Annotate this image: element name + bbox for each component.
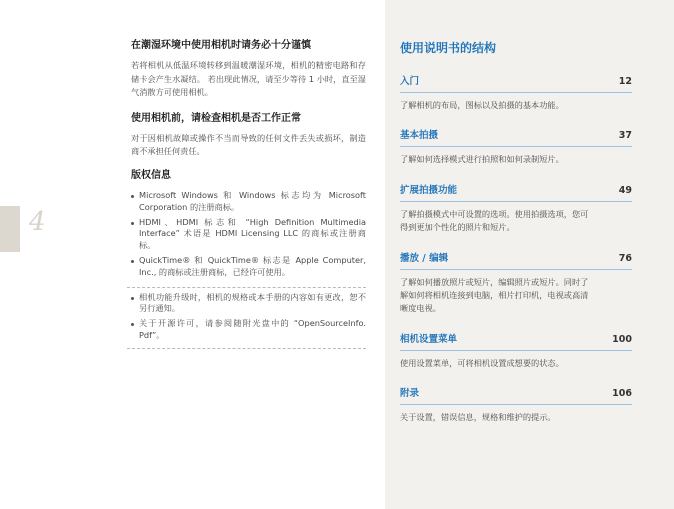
section-text-humidity: 若将相机从低温环境转移到温暖潮湿环境，相机的精密电路和存储卡会产生水凝结。 若出现此情况，请至少等待 1 小时，直至湿气消散方可使用相机。 xyxy=(131,60,366,98)
copyright-list xyxy=(131,190,366,279)
toc-item-desc: 了解拍摄模式中可设置的选项。使用拍摄选项，您可得到更加个性化的照片和短片。 xyxy=(400,208,589,233)
toc-item-desc: 了解相机的布局，图标以及拍摄的基本功能。 xyxy=(400,100,564,110)
toc-item-label[interactable]: 扩展拍摄功能 xyxy=(400,184,458,196)
toc-item[interactable] xyxy=(400,331,632,370)
list-item: HDMI、HDMI 标志和 “High Definition Multimedia Interface” 术语是 HDMI Licensing LLC 的商标或注册商标。 xyxy=(131,217,366,252)
left-column xyxy=(131,39,366,349)
list-item: Microsoft Windows 和 Windows 标志均为 Microsoft Corporation 的注册商标。 xyxy=(131,190,366,214)
toc-item-label[interactable]: 附录 xyxy=(400,388,420,400)
toc-item-desc: 使用设置菜单，可将相机设置成想要的状态。 xyxy=(400,357,564,368)
toc-item-header xyxy=(400,331,632,351)
toc-list xyxy=(400,73,632,440)
toc-item-header xyxy=(400,250,632,270)
toc-item-page: 100 xyxy=(612,333,632,345)
toc-item-header xyxy=(400,182,632,202)
list-item: 相机功能升级时，相机的规格或本手册的内容如有更改，恕不另行通知。 xyxy=(131,292,366,316)
toc-item-desc: 关于设置，错误信息，规格和维护的提示。 xyxy=(400,412,556,423)
toc-item-label[interactable]: 相机设置菜单 xyxy=(400,333,458,345)
toc-item-label[interactable]: 基本拍摄 xyxy=(400,130,439,142)
toc-item-page: 37 xyxy=(618,130,632,142)
toc-item-page: 76 xyxy=(618,252,632,264)
page-side-tab xyxy=(0,206,20,252)
notes-list xyxy=(131,292,366,342)
toc-item[interactable] xyxy=(400,182,632,235)
toc-item[interactable] xyxy=(400,73,632,112)
toc-item[interactable] xyxy=(400,127,632,166)
section-title-humidity: 在潮湿环境中使用相机时请务必十分谨慎 xyxy=(131,40,311,51)
toc-item-page: 49 xyxy=(618,184,632,196)
toc-item-label[interactable]: 播放 / 编辑 xyxy=(400,252,449,264)
toc-item[interactable] xyxy=(400,385,632,424)
toc-item-label[interactable]: 入门 xyxy=(400,76,420,87)
toc-item-header xyxy=(400,73,632,93)
toc-item[interactable] xyxy=(400,250,632,316)
section-title-copyright: 版权信息 xyxy=(131,169,171,181)
section-text-check: 对于因相机故障或操作不当而导致的任何文件丢失或损坏，制造商不承担任何责任。 xyxy=(131,132,366,157)
toc-item-page: 12 xyxy=(618,76,632,87)
toc-heading: 使用说明书的结构 xyxy=(400,41,497,55)
toc-item-desc: 了解如何播放照片或短片，编辑照片或短片。同时了解如何将相机连接到电脑，相片打印机，电视或高清晰度电视。 xyxy=(400,276,589,314)
toc-panel xyxy=(385,0,674,509)
list-item: QuickTime® 和 QuickTime® 标志是 Apple Computer, Inc., 的商标或注册商标，已经许可使用。 xyxy=(131,255,366,279)
page-number: 4 xyxy=(29,207,46,237)
toc-item-header xyxy=(400,127,632,147)
toc-item-page: 106 xyxy=(612,388,632,400)
list-item: 关于开源许可，请参阅随附光盘中的 “OpenSourceInfo. Pdf”。 xyxy=(131,318,366,342)
toc-item-header xyxy=(400,385,632,405)
toc-item-desc: 了解如何选择模式进行拍照和如何录制短片。 xyxy=(400,154,564,165)
notes-box xyxy=(127,287,366,349)
section-title-check: 使用相机前，请检查相机是否工作正常 xyxy=(131,112,301,124)
